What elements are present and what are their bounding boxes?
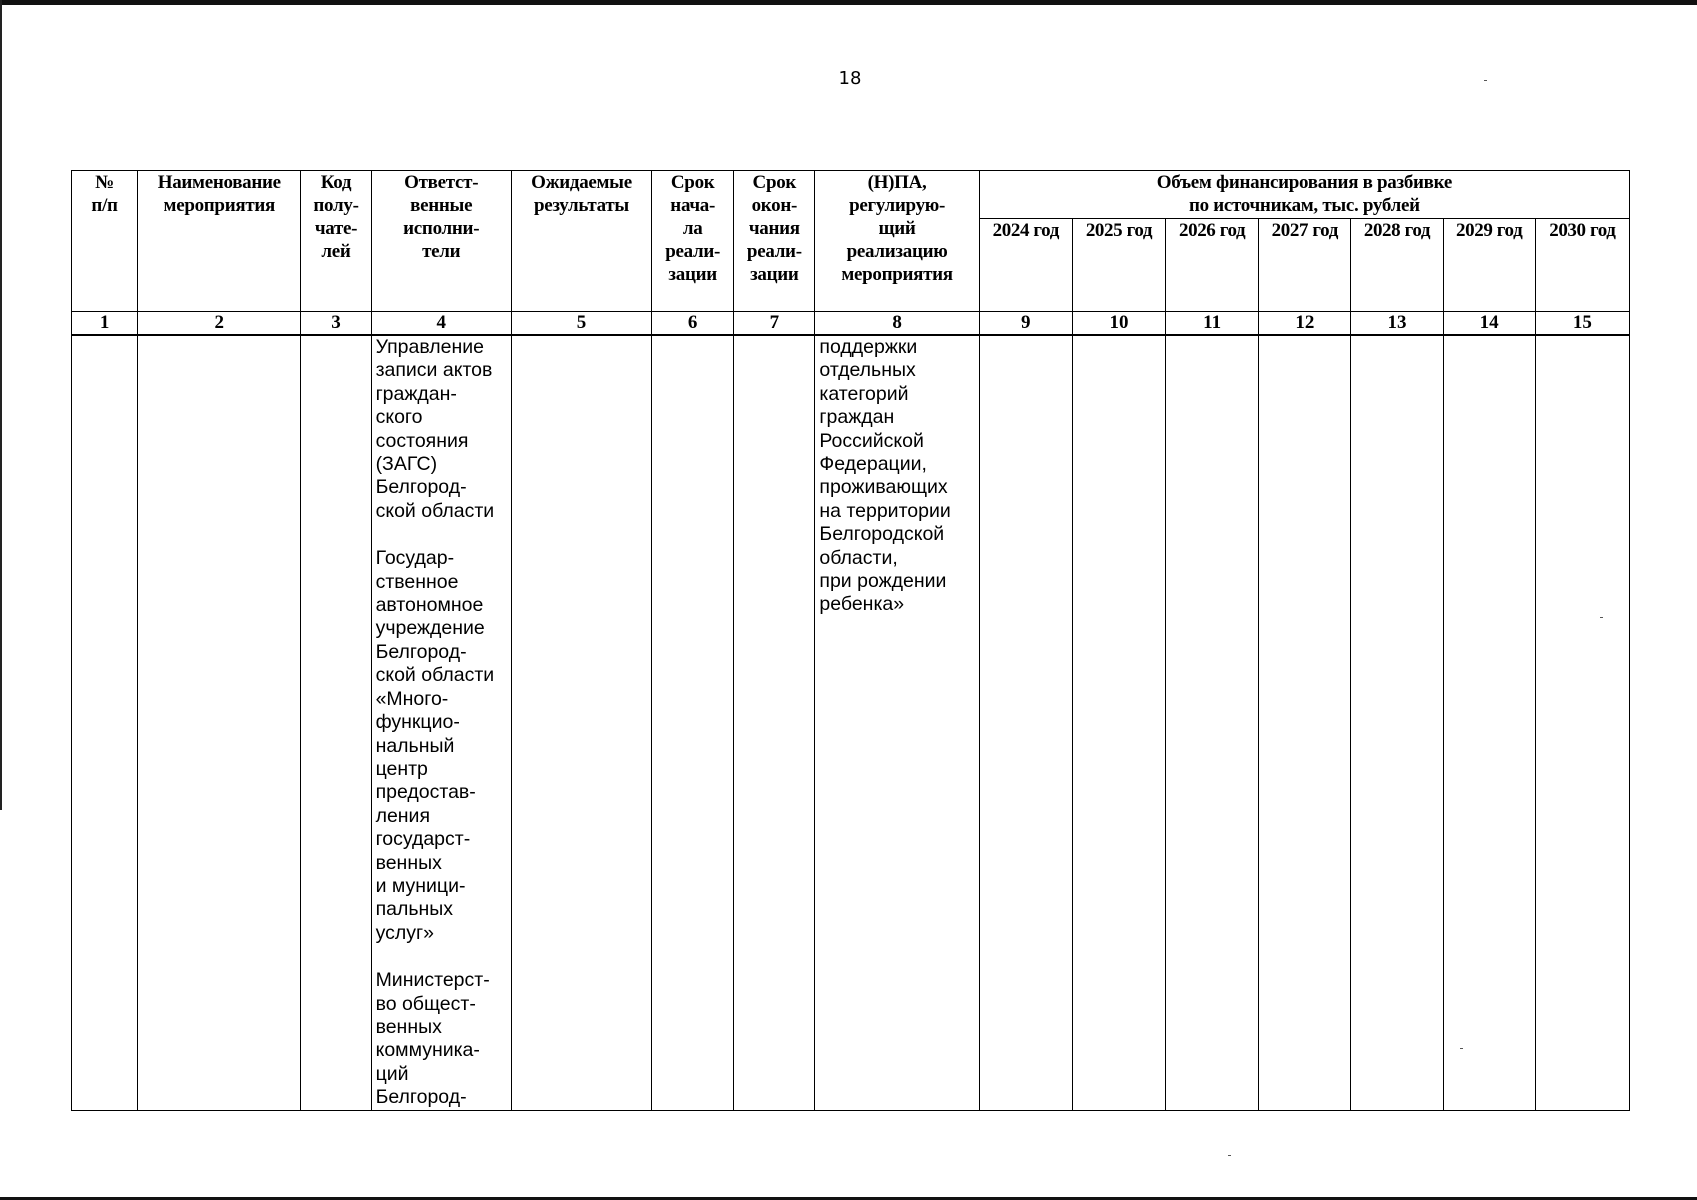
scan-edge-left bbox=[0, 0, 2, 810]
scan-speck bbox=[1600, 617, 1603, 618]
header-year-2029: 2029 год bbox=[1443, 219, 1535, 312]
column-number: 14 bbox=[1443, 312, 1535, 336]
column-number: 15 bbox=[1535, 312, 1629, 336]
action-plan-table bbox=[71, 170, 1630, 1111]
column-number: 3 bbox=[301, 312, 371, 336]
cell-financing-2028 bbox=[1351, 335, 1443, 1110]
header-event-name: Наименование мероприятия bbox=[138, 171, 301, 312]
cell-recipient-code bbox=[301, 335, 371, 1110]
cell-legal-act bbox=[815, 335, 979, 1110]
header-financing-group: Объем финансирования в разбивке по источникам, тыс. рублей bbox=[979, 171, 1629, 219]
header-year-2028: 2028 год bbox=[1351, 219, 1443, 312]
header-number: № п/п bbox=[72, 171, 138, 312]
header-start-date: Срок нача- ла реали- зации bbox=[652, 171, 734, 312]
column-number: 5 bbox=[511, 312, 651, 336]
header-year-2027: 2027 год bbox=[1259, 219, 1351, 312]
cell-financing-2024 bbox=[979, 335, 1072, 1110]
scan-speck bbox=[1460, 1048, 1463, 1049]
header-recipient-code: Код полу- чате- лей bbox=[301, 171, 371, 312]
cell-end-date bbox=[734, 335, 815, 1110]
header-year-2026: 2026 год bbox=[1166, 219, 1259, 312]
cell-event-name bbox=[138, 335, 301, 1110]
executor-mfc: Государ- ственное автономное учреждение Белгород- ской области «Много- функцио- нальный центр предостав- ления государст- венных и муници- пальных услуг» bbox=[375, 547, 495, 944]
header-year-2030: 2030 год bbox=[1535, 219, 1629, 312]
column-number: 9 bbox=[979, 312, 1072, 336]
cell-financing-2025 bbox=[1072, 335, 1165, 1110]
header-end-date: Срок окон- чания реали- зации bbox=[734, 171, 815, 312]
legal-act-text: поддержки отдельных категорий граждан Российской Федерации, проживающих на территории Белгородской области, при рождении ребенка» bbox=[819, 336, 951, 616]
scan-speck bbox=[1484, 80, 1487, 81]
column-number: 7 bbox=[734, 312, 815, 336]
scan-edge-top bbox=[0, 0, 1697, 5]
column-number: 13 bbox=[1351, 312, 1443, 336]
page-number: 18 bbox=[838, 68, 862, 89]
cell-financing-2027 bbox=[1259, 335, 1351, 1110]
column-number: 2 bbox=[138, 312, 301, 336]
cell-number bbox=[72, 335, 138, 1110]
column-number: 11 bbox=[1166, 312, 1259, 336]
cell-financing-2029 bbox=[1443, 335, 1535, 1110]
header-legal-act: (Н)ПА, регулирую- щий реализацию мероприятия bbox=[815, 171, 979, 312]
column-number: 12 bbox=[1259, 312, 1351, 336]
column-numbers-row bbox=[72, 312, 1630, 336]
header-row bbox=[72, 171, 1630, 219]
column-number: 1 bbox=[72, 312, 138, 336]
cell-expected-results bbox=[511, 335, 651, 1110]
cell-financing-2026 bbox=[1166, 335, 1259, 1110]
header-year-2024: 2024 год bbox=[979, 219, 1072, 312]
scan-speck bbox=[1228, 1155, 1231, 1156]
cell-start-date bbox=[652, 335, 734, 1110]
header-executors: Ответст- венные исполни- тели bbox=[371, 171, 511, 312]
column-number: 4 bbox=[371, 312, 511, 336]
column-number: 8 bbox=[815, 312, 979, 336]
column-number: 10 bbox=[1072, 312, 1165, 336]
cell-financing-2030 bbox=[1535, 335, 1629, 1110]
header-expected-results: Ожидаемые результаты bbox=[511, 171, 651, 312]
cell-executors bbox=[371, 335, 511, 1110]
executor-zags: Управление записи актов граждан- ского состояния (ЗАГС) Белгород- ской области bbox=[375, 336, 495, 522]
column-number: 6 bbox=[652, 312, 734, 336]
header-year-2025: 2025 год bbox=[1072, 219, 1165, 312]
executor-ministry: Министерст- во общест- венных коммуника- ций Белгород- bbox=[375, 969, 490, 1109]
table-row bbox=[72, 335, 1630, 1110]
